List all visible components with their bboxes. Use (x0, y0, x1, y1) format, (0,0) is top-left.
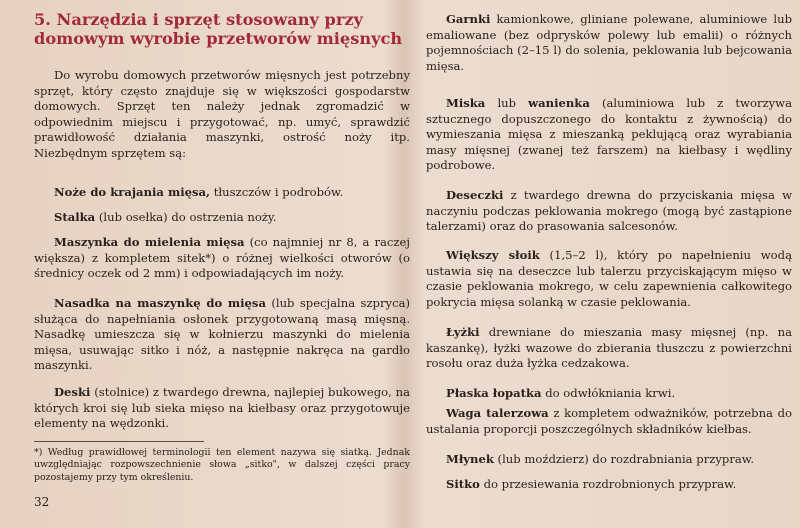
item-waga (426, 406, 792, 437)
item-maszynka-text: (co najmniej nr 8, a raczej większa) z kompletem sitek*) o różnej wielkości otworów (o średnicy oczek od 2 mm) i odpowiadających im noży. (34, 235, 410, 281)
item-miska-or: lub (485, 96, 529, 110)
item-lyzki (426, 325, 792, 372)
item-miska (426, 96, 792, 174)
item-miska-text: (aluminiowa lub z tworzywa sztucznego dopuszczonego do kontaktu z żywnością) do wymieszania mięsa z mieszanką peklującą oraz wyrabiania masy mięsnej (zwanej też farszem) na kiełbasy i wędliny podrobowe. (426, 96, 792, 173)
item-sloik-text: (1,5–2 l), który po napełnieniu wodą ustawia się na deseczce lub talerzu przyciskającym mięso w czasie peklowania mokrego, w celu zapewnienia całkowitego pokrycia mięsa solanką w czasie peklowania. (426, 248, 792, 309)
item-deseczki-name: Deseczki (446, 188, 504, 202)
item-mlynek-name: Młynek (446, 452, 494, 466)
item-garnki-text: kamionkowe, gliniane polewane, aluminiowe lub emaliowane (bez odprysków polewy lub emalii) o różnych pojemnościach (2–15 l) do solenia, peklowania lub bejcowania mięsa. (426, 12, 792, 73)
item-deski (34, 385, 410, 432)
item-deski-text: (stolnice) z twardego drewna, najlepiej bukowego, na których kroi się lub sieka mięso na kiełbasy oraz przygotowuje elementy na wędzonki. (34, 385, 410, 431)
item-sloik (426, 248, 792, 310)
item-plaska-text: do odwłókniania krwi. (541, 386, 676, 400)
item-nasadka-name: Nasadka na maszynkę do mięsa (54, 296, 266, 310)
item-lyzki-text: drewniane do mieszania masy mięsnej (np. na kaszankę), łyżki wazowe do zbierania tłuszczu z powierzchni rosołu oraz duża łyżka cedzakowa. (426, 325, 792, 371)
item-deski-name: Deski (54, 385, 91, 399)
item-sloik-name: Większy słoik (446, 248, 540, 262)
item-mlynek-text: (lub moździerz) do rozdrabniania przypraw. (493, 452, 755, 466)
item-sitko-text: do przesiewania rozdrobnionych przypraw. (479, 477, 737, 491)
item-wanienka-name: wanienka (528, 96, 590, 110)
item-deseczki (426, 188, 792, 235)
item-noze (34, 185, 410, 201)
item-plaska-lopatka (426, 386, 792, 402)
item-waga-name: Waga talerzowa (446, 406, 549, 420)
item-garnki-name: Garnki (446, 12, 491, 26)
item-miska-name: Miska (446, 96, 486, 110)
item-stalka-name: Stalka (54, 210, 96, 224)
item-maszynka (34, 235, 410, 282)
footnote: *) Według prawidłowej terminologii ten element nazywa się siatką. Jednak uwzględniając rozpowszechnienie słowa „sitko", w dalszej części pracy pozostajemy przy tym określeniu. (34, 447, 410, 483)
page-number: 32 (34, 495, 50, 509)
item-waga-text: z kompletem odważników, potrzebna do ustalania proporcji poszczególnych składników kiełbas. (426, 406, 793, 436)
item-sitko (426, 477, 792, 493)
item-sitko-name: Sitko (446, 477, 480, 491)
item-maszynka-name: Maszynka do mielenia mięsa (54, 235, 245, 249)
chapter-title: 5. Narzędzia i sprzęt stosowany przy domowym wyrobie przetworów mięsnych (34, 10, 403, 48)
item-noze-text: tłuszczów i podrobów. (210, 185, 344, 199)
item-nasadka-text: (lub specjalna szpryca) służąca do napełniania osłonek przygotowaną masą mięsną. Nasadkę umieszcza się w kołnierzu maszynki do mielenia mięsa, usuwając sitko i nóż, a następnie nakręca na gardło maszynki. (34, 296, 411, 373)
item-stalka (34, 210, 410, 226)
footnote-divider (34, 441, 204, 442)
item-lyzki-name: Łyżki (446, 325, 480, 339)
item-stalka-text: (lub osełka) do ostrzenia noży. (95, 210, 277, 224)
item-garnki (426, 12, 792, 74)
item-deseczki-text: z twardego drewna do przyciskania mięsa w naczyniu podczas peklowania mokrego (mogą być zastąpione talerzami) oraz do prasowania salcesonów. (426, 188, 792, 234)
item-noze-name: Noże do krajania mięsa, (54, 185, 211, 199)
item-plaska-name: Płaska łopatka (446, 386, 542, 400)
intro-paragraph: Do wyrobu domowych przetworów mięsnych jest potrzebny sprzęt, który często znajduje się w większości gospodarstw domowych. Sprzęt ten należy jednak zgromadzić w odpowiednim miejscu i przygotować, np. umyć, sprawdzić prawidłowość działania maszynki, ostrość noży itp. Niezbędnym sprzętem są: (34, 68, 410, 160)
item-mlynek (426, 452, 792, 468)
item-nasadka (34, 296, 410, 374)
